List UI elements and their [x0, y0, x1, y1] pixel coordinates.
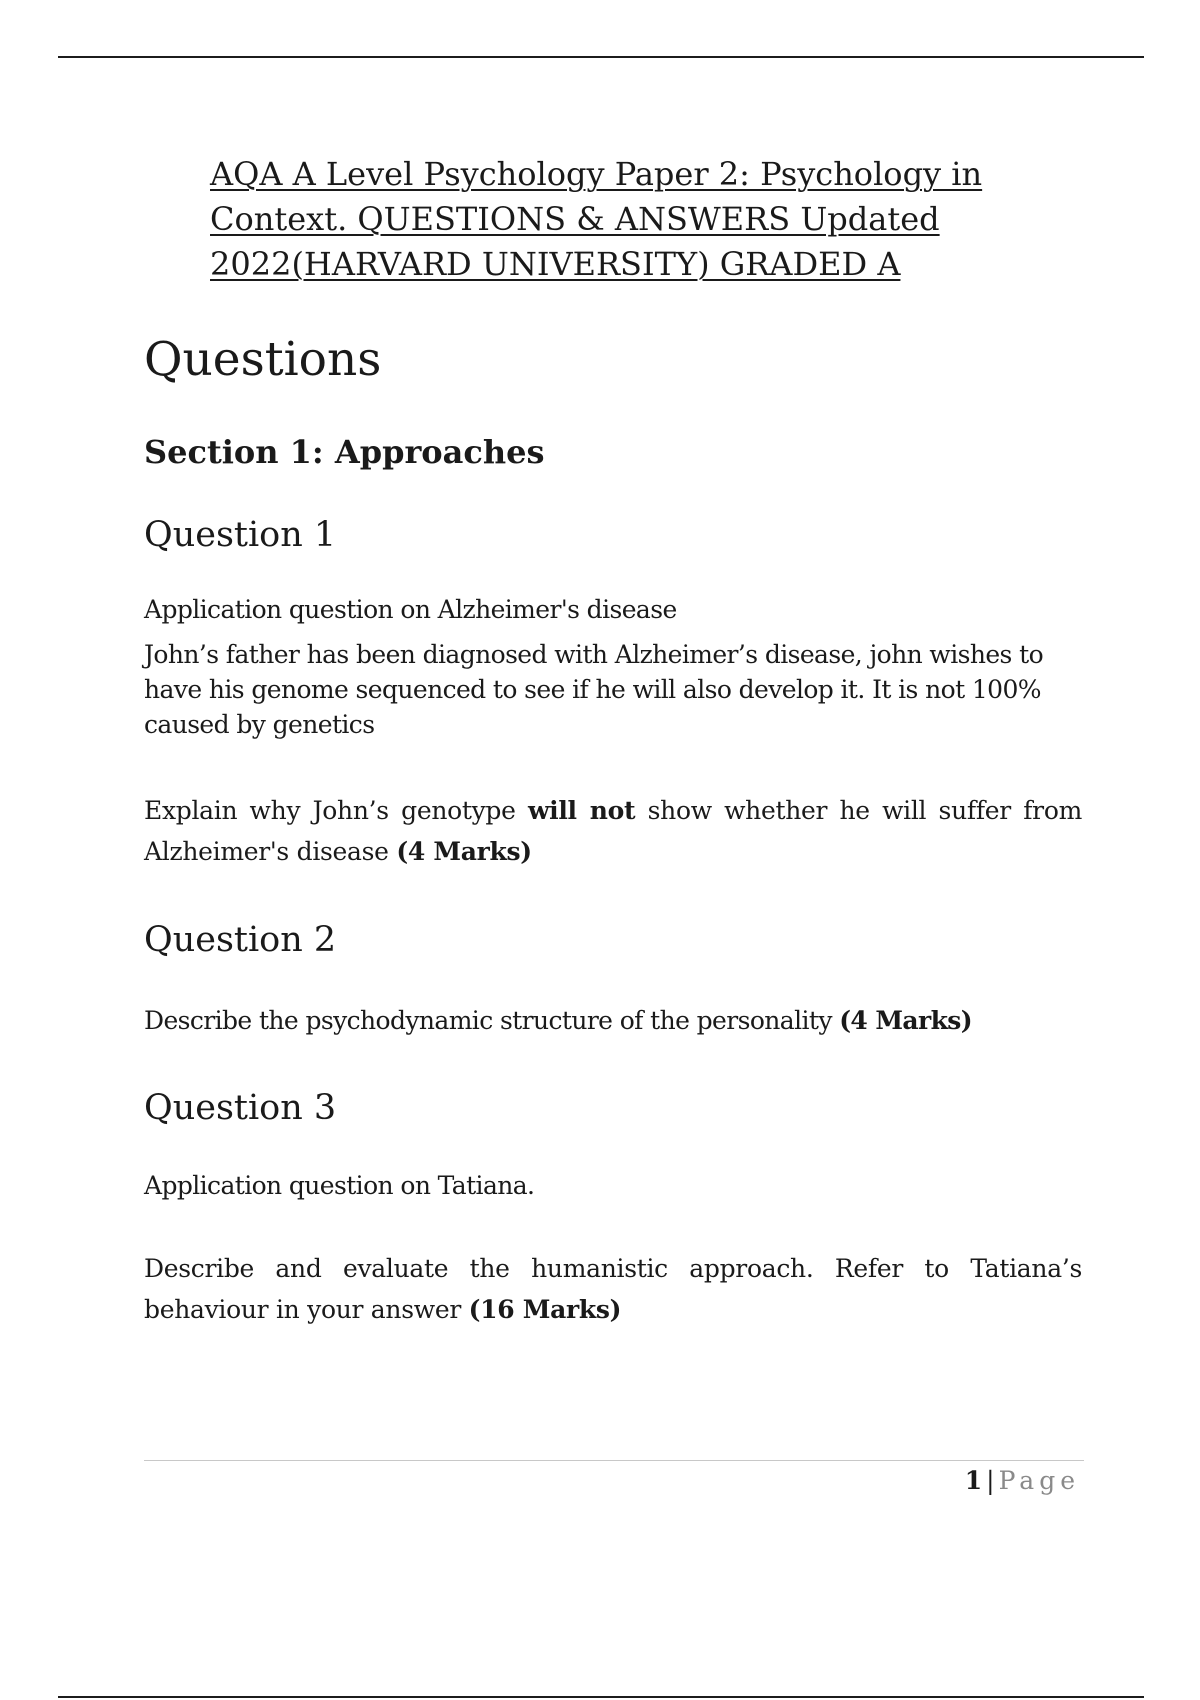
question-2-marks: (4 Marks)	[839, 1006, 972, 1035]
page-footer	[965, 1464, 1080, 1498]
bottom-rule	[58, 1696, 1144, 1698]
footer-rule	[144, 1460, 1084, 1461]
question-2-heading: Question 2	[144, 920, 337, 960]
question-3-task-text: Describe and evaluate the humanistic approach. Refer to Tatiana’s behaviour in your answer	[144, 1254, 1082, 1324]
question-1-task-text-end: show whether he will suffer from Alzheimer's disease	[144, 796, 1082, 866]
question-3-heading: Question 3	[144, 1088, 337, 1128]
page-label: Page	[998, 1466, 1080, 1495]
question-1-task-text: Explain why John’s genotype	[144, 796, 528, 825]
question-3-task	[144, 1248, 1082, 1330]
question-1-marks: (4 Marks)	[396, 837, 532, 866]
question-2-task	[144, 1003, 1082, 1038]
document-title: AQA A Level Psychology Paper 2: Psychology in Context. QUESTIONS & ANSWERS Updated 2022(HARVARD UNIVERSITY) GRADED A	[210, 155, 983, 283]
question-1-heading: Question 1	[144, 515, 337, 555]
page-number: 1	[964, 1466, 983, 1495]
question-1-task-emphasis: will not	[527, 796, 636, 825]
footer-separator: |	[986, 1466, 995, 1495]
section-heading: Section 1: Approaches	[144, 433, 545, 471]
question-1-scenario: John’s father has been diagnosed with Alzheimer’s disease, john wishes to have his genome sequenced to see if he will also develop it. It is not 100% caused by genetics	[144, 640, 1044, 739]
question-1-task	[144, 790, 1082, 872]
question-2-task-text: Describe the psychodynamic structure of the personality	[144, 1006, 840, 1035]
question-3-intro: Application question on Tatiana.	[144, 1171, 535, 1200]
questions-heading: Questions	[144, 332, 382, 387]
question-3-marks: (16 Marks)	[468, 1295, 622, 1324]
question-1-intro: Application question on Alzheimer's disease	[144, 595, 677, 624]
top-rule	[58, 56, 1144, 58]
